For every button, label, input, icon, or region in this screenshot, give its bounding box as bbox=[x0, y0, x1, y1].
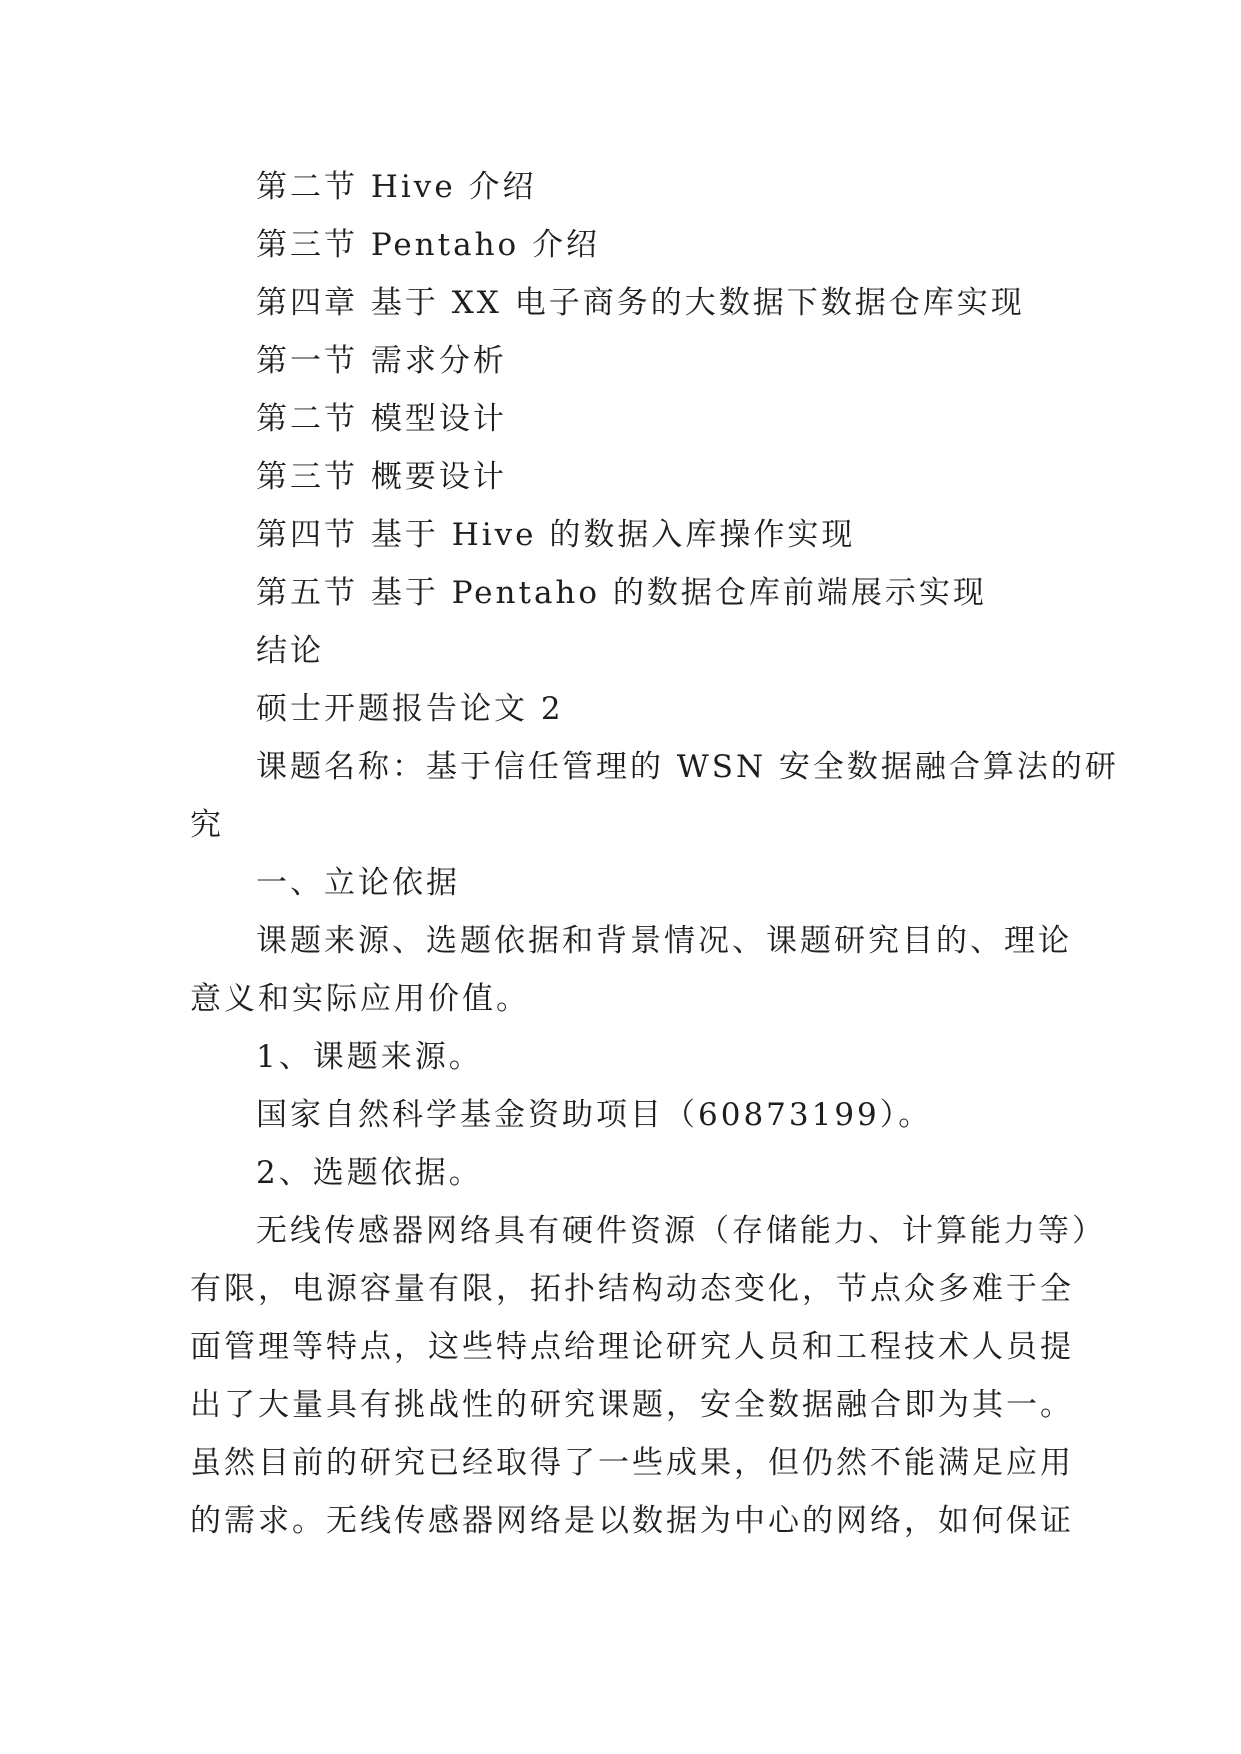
paragraph-line: 的需求。无线传感器网络是以数据为中心的网络，如何保证 bbox=[190, 1503, 1074, 1539]
paragraph-line: 出了大量具有挑战性的研究课题，安全数据融合即为其一。 bbox=[190, 1387, 1074, 1423]
toc-entry: 第一节 需求分析 bbox=[256, 343, 507, 379]
paragraph-line: 虽然目前的研究已经取得了一些成果，但仍然不能满足应用 bbox=[190, 1445, 1074, 1481]
paragraph-line: 有限，电源容量有限，拓扑结构动态变化，节点众多难于全 bbox=[190, 1271, 1074, 1307]
intro-line: 意义和实际应用价值。 bbox=[190, 981, 530, 1017]
paragraph-line: 面管理等特点，这些特点给理论研究人员和工程技术人员提 bbox=[190, 1329, 1074, 1365]
topic-line: 课题名称：基于信任管理的 WSN 安全数据融合算法的研 bbox=[256, 749, 1119, 785]
topic-line: 究 bbox=[190, 807, 224, 843]
toc-entry: 第三节 概要设计 bbox=[256, 459, 507, 495]
subsection-heading: 1、课题来源。 bbox=[256, 1039, 483, 1075]
subsection-heading: 2、选题依据。 bbox=[256, 1155, 483, 1191]
toc-entry: 第四节 基于 Hive 的数据入库操作实现 bbox=[256, 517, 856, 553]
toc-entry: 第四章 基于 XX 电子商务的大数据下数据仓库实现 bbox=[256, 285, 1025, 321]
intro-line: 课题来源、选题依据和背景情况、课题研究目的、理论 bbox=[256, 923, 1072, 959]
document-body bbox=[190, 158, 1119, 1550]
paragraph-line: 无线传感器网络具有硬件资源（存储能力、计算能力等） bbox=[256, 1213, 1106, 1249]
report-title: 硕士开题报告论文 2 bbox=[256, 691, 564, 727]
toc-entry: 第五节 基于 Pentaho 的数据仓库前端展示实现 bbox=[256, 575, 987, 611]
toc-entry: 第二节 Hive 介绍 bbox=[256, 169, 537, 205]
toc-entry: 结论 bbox=[256, 633, 324, 669]
section-heading: 一、立论依据 bbox=[256, 865, 460, 901]
source-text: 国家自然科学基金资助项目（60873199）。 bbox=[256, 1097, 933, 1133]
toc-entry: 第二节 模型设计 bbox=[256, 401, 507, 437]
toc-entry: 第三节 Pentaho 介绍 bbox=[256, 227, 601, 263]
